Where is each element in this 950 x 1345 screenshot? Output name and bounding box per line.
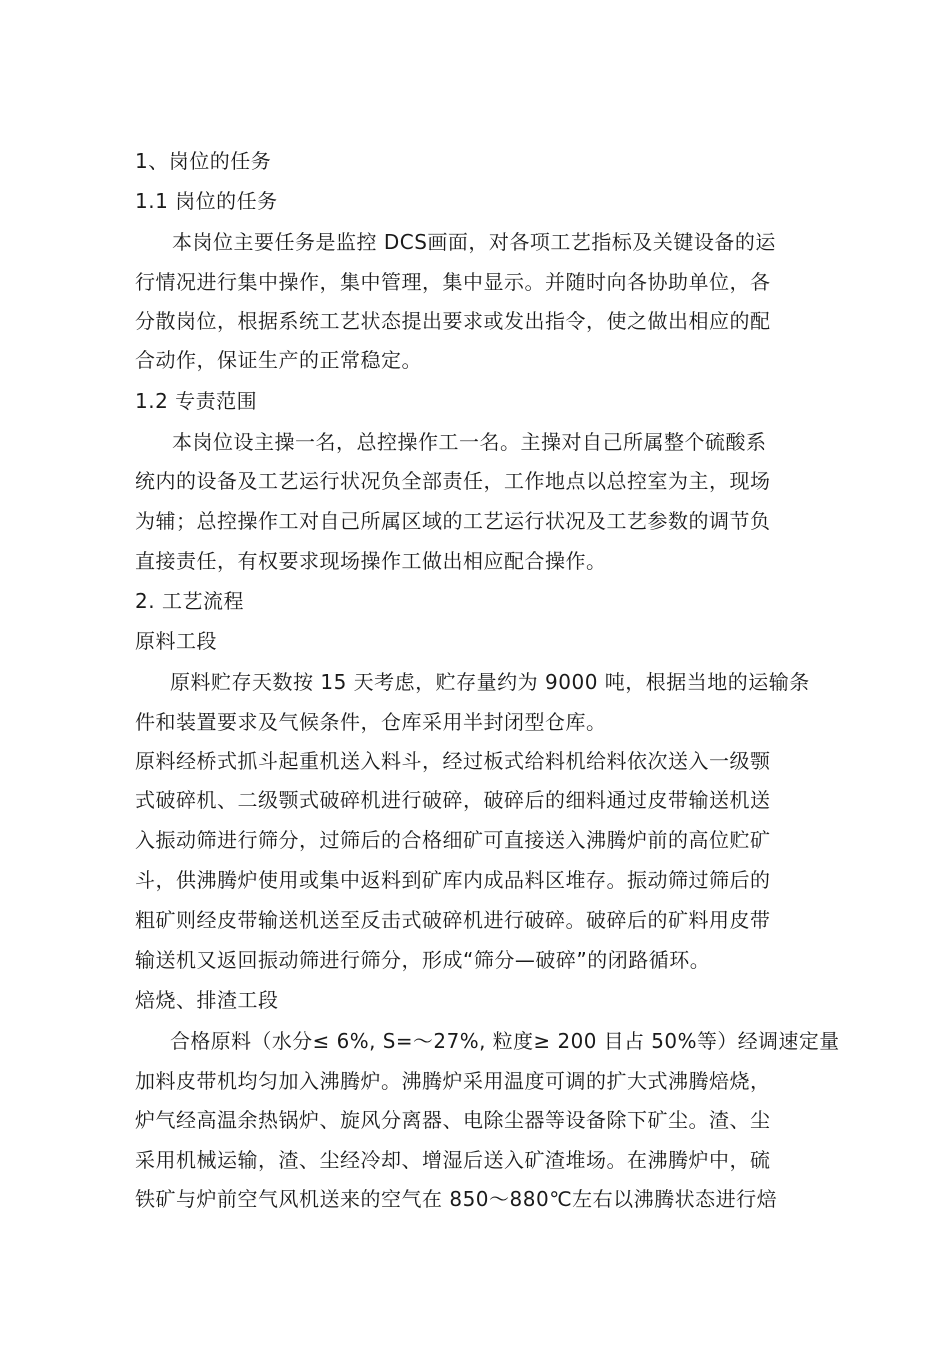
paragraph-line: 直接责任，有权要求现场操作工做出相应配合操作。 [135,549,607,573]
paragraph-line: 加料皮带机均匀加入沸腾炉。沸腾炉采用温度可调的扩大式沸腾焙烧， [135,1069,771,1093]
paragraph-line: 本岗位设主操一名，总控操作工一名。主操对自己所属整个硫酸系 [172,430,767,454]
section-heading-2: 2. 工艺流程 [135,589,244,613]
paragraph-line: 本岗位主要任务是监控 DCS画面，对各项工艺指标及关键设备的运 [172,230,776,254]
paragraph-line: 铁矿与炉前空气风机送来的空气在 850～880℃左右以沸腾状态进行焙 [135,1187,778,1211]
paragraph-line: 分散岗位，根据系统工艺状态提出要求或发出指令，使之做出相应的配 [135,309,771,333]
paragraph-line: 原料贮存天数按 15 天考虑，贮存量约为 9000 吨，根据当地的运输条 [170,670,810,694]
paragraph-line: 入振动筛进行筛分，过筛后的合格细矿可直接送入沸腾炉前的高位贮矿 [135,828,771,852]
paragraph-line: 件和装置要求及气候条件，仓库采用半封闭型仓库。 [135,710,607,734]
subsection-heading-1-2: 1.2 专责范围 [135,389,258,413]
paragraph-line: 输送机又返回振动筛进行筛分，形成“筛分—破碎”的闭路循环。 [135,948,711,972]
paragraph-line: 合格原料（水分≤ 6%, S=～27%, 粒度≥ 200 目占 50%等）经调速定量 [170,1029,840,1053]
paragraph-line: 斗，供沸腾炉使用或集中返料到矿库内成品料区堆存。振动筛过筛后的 [135,868,771,892]
paragraph-line: 行情况进行集中操作，集中管理，集中显示。并随时向各协助单位，各 [135,270,771,294]
subheading-roasting: 焙烧、排渣工段 [135,988,279,1012]
paragraph-line: 为辅；总控操作工对自己所属区域的工艺运行状况及工艺参数的调节负 [135,509,771,533]
paragraph-line: 原料经桥式抓斗起重机送入料斗，经过板式给料机给料依次送入一级颚 [135,749,771,773]
subsection-heading-1-1: 1.1 岗位的任务 [135,189,278,213]
paragraph-line: 统内的设备及工艺运行状况负全部责任，工作地点以总控室为主，现场 [135,469,771,493]
paragraph-line: 炉气经高温余热锅炉、旋风分离器、电除尘器等设备除下矿尘。渣、尘 [135,1108,771,1132]
paragraph-line: 粗矿则经皮带输送机送至反击式破碎机进行破碎。破碎后的矿料用皮带 [135,908,771,932]
paragraph-line: 式破碎机、二级颚式破碎机进行破碎，破碎后的细料通过皮带输送机送 [135,788,771,812]
section-heading-1: 1、岗位的任务 [135,149,272,173]
subheading-raw-material: 原料工段 [135,629,217,653]
paragraph-line: 采用机械运输，渣、尘经冷却、增湿后送入矿渣堆场。在沸腾炉中，硫 [135,1148,771,1172]
paragraph-line: 合动作，保证生产的正常稳定。 [135,348,422,372]
